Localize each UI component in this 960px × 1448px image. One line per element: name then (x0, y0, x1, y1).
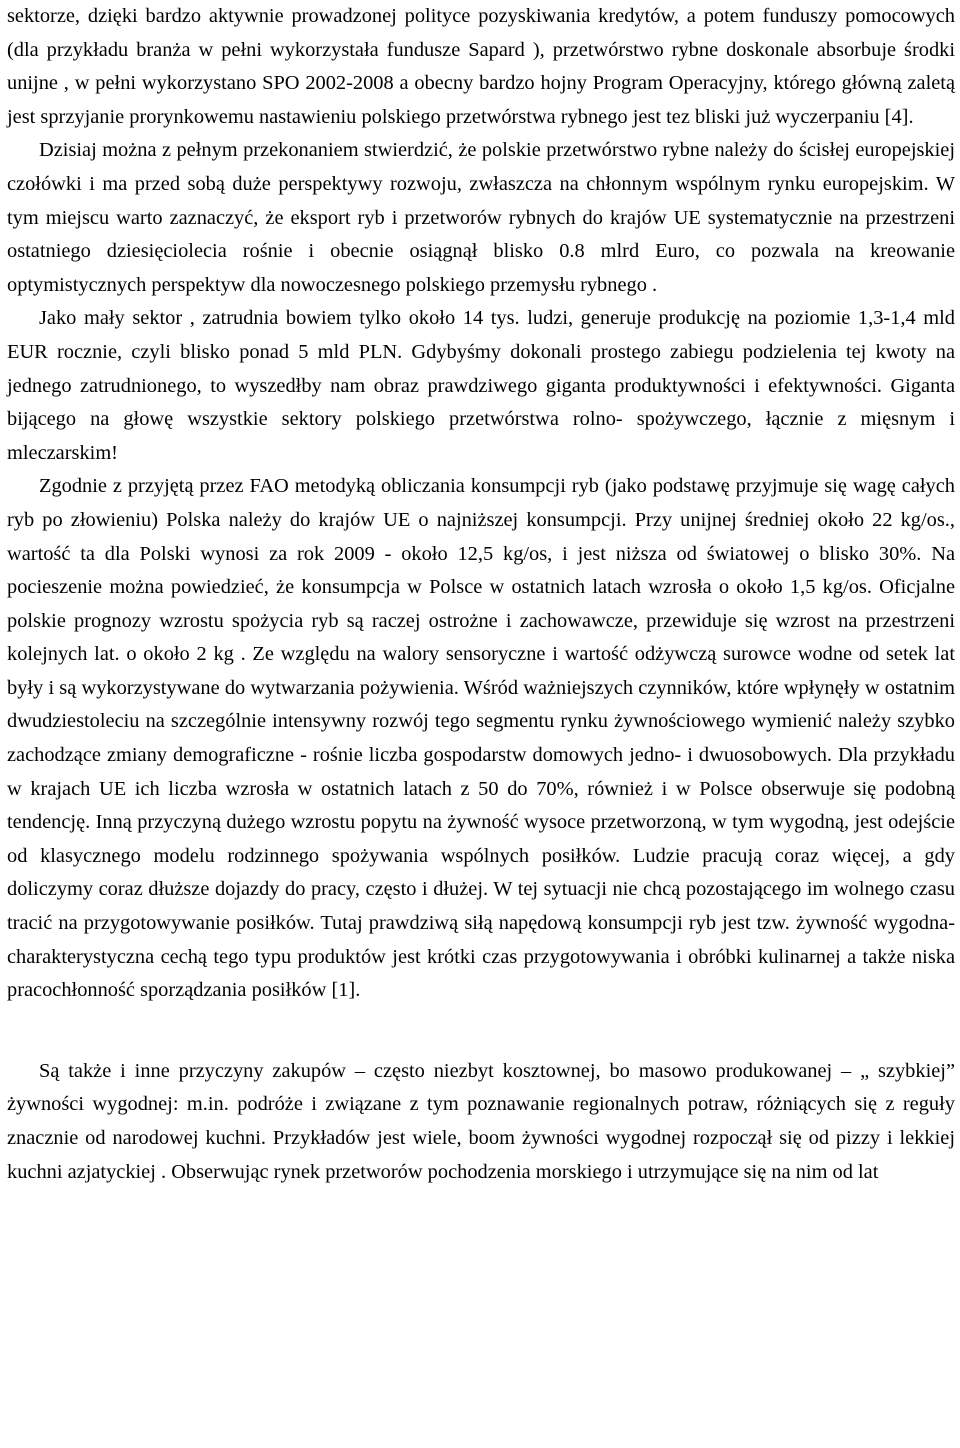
paragraph-sector-productivity: Jako mały sektor , zatrudnia bowiem tylko około 14 tys. ludzi, generuje produkcję na poziomie 1,3-1,4 mld EUR rocznie, czyli blisko ponad 5 mld PLN. Gdybyśmy dokonali prostego zabiegu podzielenia tej kwoty na jednego zatrudnionego, to wyszedłby nam obraz prawdziwego giganta produktywności i efektywności. Giganta bijącego na głowę wszystkie sektory polskiego przetwórstwa rolno- spożywczego, łącznie z mięsnym i mleczarskim! (7, 307, 955, 464)
paragraph-fish-consumption: Zgodnie z przyjętą przez FAO metodyką obliczania konsumpcji ryb (jako podstawę przyjmuje się wagę całych ryb po złowieniu) Polska należy do krajów UE o najniższej konsumpcji. Przy unijnej średniej około 22 kg/os., wartość ta dla Polski wynosi za rok 2009 - około 12,5 kg/os, i jest niższa od światowej o blisko 30%. Na pocieszenie można powiedzieć, że konsumpcja w Polsce w ostatnich latach wzrosła o około 1,5 kg/os. Oficjalne polskie prognozy wzrostu spożycia ryb są raczej ostrożne i zachowawcze, przewiduje się wzrost na przestrzeni kolejnych lat. o około 2 kg . Ze względu na walory sensoryczne i wartość odżywczą surowce wodne od setek lat były i są wykorzystywane do wytwarzania pożywienia. Wśród ważniejszych czynników, które wpłynęły w ostatnim dwudziestoleciu na szczególnie intensywny rozwój tego segmentu rynku żywnościowego wymienić należy szybko zachodzące zmiany demograficzne - rośnie liczba gospodarstw domowych jedno- i dwuosobowych. Dla przykładu w krajach UE ich liczba wzrosła w ostatnich latach z 50 do 70%, również i w Polsce obserwuje się podobną tendencję. Inną przyczyną dużego wzrostu popytu na żywność wysoce przetworzoną, w tym wygodną, jest odejście od klasycznego modelu rodzinnego spożywania wspólnych posiłków. Ludzie pracują coraz więcej, a gdy doliczymy coraz dłuższe dojazdy do pracy, często i dłużej. W tej sytuacji nie chcą pozostającego im wolnego czasu tracić na przygotowywanie posiłków. Tutaj prawdziwą siłą napędową konsumpcji ryb jest tzw. żywność wygodna- charakterystyczna cechą tego typu produktów jest krótki czas przygotowywania i obróbki kulinarnej a także niska pracochłonność sporządzania posiłków [1]. (7, 475, 955, 1002)
paragraph-sapard-funding: sektorze, dzięki bardzo aktywnie prowadzonej polityce pozyskiwania kredytów, a potem funduszy pomocowych (dla przykładu branża w pełni wykorzystała fundusze Sapard ), przetwórstwo rybne doskonale absorbuje środki unijne , w pełni wykorzystano SPO 2002-2008 a obecny bardzo hojny Program Operacyjny, którego główną zaletą jest sprzyjanie prorynkowemu nastawieniu polskiego przetwórstwa rybnego jest tez bliski już wyczerpaniu [4]. (7, 5, 955, 128)
paragraph-export-perspectives: Dzisiaj można z pełnym przekonaniem stwierdzić, że polskie przetwórstwo rybne należy do ścisłej europejskiej czołówki i ma przed sobą duże perspektywy rozwoju, zwłaszcza na chłonnym wspólnym rynku europejskim. W tym miejscu warto zaznaczyć, że eksport ryb i przetworów rybnych do krajów UE systematycznie na przestrzeni ostatniego dziesięciolecia rośnie i obecnie osiągnął blisko 0.8 mlrd Euro, co pozwala na kreowanie optymistycznych perspektyw dla nowoczesnego polskiego przemysłu rybnego . (7, 139, 955, 296)
document-page (7, 0, 955, 1189)
paragraph-convenience-food: Są także i inne przyczyny zakupów – często niezbyt kosztownej, bo masowo produkowanej – „ szybkiej” żywności wygodnej: m.in. podróże i związane z tym poznawanie regionalnych potraw, różniących się z reguły znacznie od narodowej kuchni. Przykładów jest wiele, boom żywności wygodnej rozpoczął się od pizzy i lekkiej kuchni azjatyckiej . Obserwując rynek przetworów pochodzenia morskiego i utrzymujące się na nim od lat (7, 1059, 955, 1183)
paragraph-gap (7, 1008, 955, 1055)
